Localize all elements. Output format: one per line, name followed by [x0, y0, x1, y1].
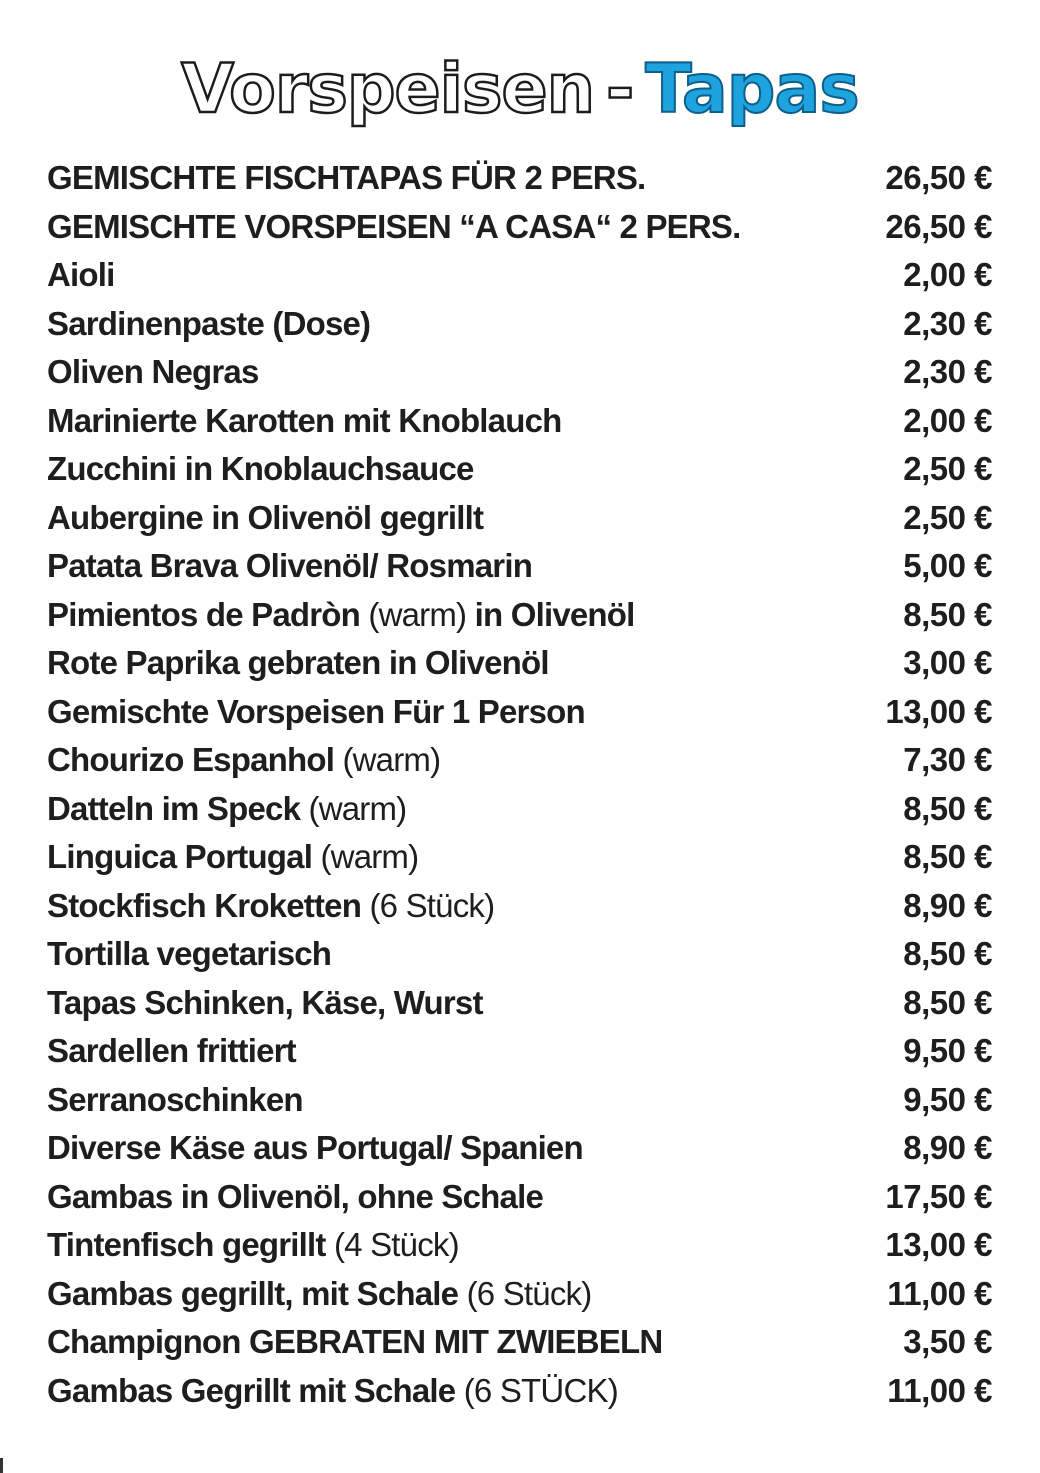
menu-item: [47, 348, 992, 397]
menu-item: [47, 1173, 992, 1222]
menu-item-description: [47, 494, 483, 542]
menu-item-description: [47, 251, 115, 299]
menu-item-name: Diverse Käse aus Portugal/ Spanien: [47, 1129, 583, 1166]
menu-item-price: 5,00 €: [903, 547, 992, 584]
menu-item-price: 11,00 €: [887, 1371, 992, 1409]
menu-item-name: Gemischte Vorspeisen Für 1 Person: [47, 692, 585, 730]
menu-item-description: [47, 1173, 543, 1221]
title-vorspeisen: Vorspeisen: [181, 50, 594, 129]
title-tapas: Tapas: [645, 50, 859, 129]
menu-item-description: [47, 1221, 459, 1269]
menu-item-description: [47, 1027, 296, 1075]
menu-item: [47, 397, 992, 446]
menu-item-price: 3,50 €: [903, 1323, 992, 1360]
page-title: [0, 52, 1040, 128]
menu-item-price: 8,50 €: [903, 595, 992, 633]
menu-item-name: Gambas Gegrillt mit Schale: [47, 1371, 456, 1409]
menu-item: [47, 591, 992, 640]
menu-item-price: 9,50 €: [903, 1032, 992, 1069]
menu-item-price: 11,00 €: [887, 1274, 992, 1312]
menu-item: [47, 494, 992, 543]
menu-item-price: 17,50 €: [885, 1177, 992, 1215]
menu-item-price: 8,50 €: [903, 838, 992, 875]
menu-item-note: (warm): [342, 741, 441, 778]
menu-list: [47, 154, 992, 1415]
menu-item: [47, 1124, 992, 1173]
menu-item-price: 26,50 €: [885, 207, 992, 245]
menu-item-description: [47, 1367, 618, 1415]
menu-item-name: Pimientos de Padròn: [47, 595, 361, 633]
menu-item-description: [47, 1270, 591, 1318]
menu-item-name: Patata Brava Olivenöl/ Rosmarin: [47, 547, 533, 584]
menu-item-description: [47, 930, 331, 978]
menu-item: [47, 688, 992, 737]
menu-item-price: 13,00 €: [885, 1226, 992, 1263]
menu-item-price: 2,50 €: [903, 498, 992, 536]
menu-item-price: 8,50 €: [903, 789, 992, 827]
menu-item: [47, 251, 992, 300]
menu-item-name: Datteln im Speck: [47, 789, 301, 827]
menu-item-name: Chourizo Espanhol: [47, 741, 335, 778]
menu-item-description: [47, 688, 585, 736]
menu-item-note: (6 STÜCK): [463, 1371, 618, 1409]
menu-item: [47, 639, 992, 688]
menu-item-description: [47, 1318, 662, 1366]
menu-item-description: [47, 542, 532, 590]
menu-item-name: Aubergine in Olivenöl gegrillt: [47, 498, 484, 536]
menu-item-name: Zucchini in Knoblauchsauce: [47, 450, 474, 487]
menu-item-price: 8,90 €: [903, 886, 992, 924]
menu-item: [47, 979, 992, 1028]
menu-item-description: [47, 300, 370, 348]
menu-item: [47, 542, 992, 591]
menu-item-price: 3,00 €: [903, 644, 992, 681]
menu-item-name: Tortilla vegetarisch: [47, 935, 332, 972]
menu-item-description: [47, 203, 740, 251]
menu-item-price: 2,00 €: [903, 401, 992, 439]
menu-item: [47, 736, 992, 785]
menu-item-name: Stockfisch Kroketten: [47, 886, 362, 924]
menu-item-price: 2,30 €: [903, 353, 992, 390]
menu-item-name: Tapas Schinken, Käse, Wurst: [47, 983, 483, 1021]
menu-item: [47, 1367, 992, 1416]
menu-item: [47, 1270, 992, 1319]
menu-item-name: Rote Paprika gebraten in Olivenöl: [47, 644, 549, 681]
menu-item-note: (6 Stück): [369, 886, 495, 924]
menu-item-price: 8,50 €: [903, 935, 992, 972]
menu-item: [47, 785, 992, 834]
menu-item: [47, 1076, 992, 1125]
menu-item-price: 2,00 €: [903, 256, 992, 293]
menu-item-name: Marinierte Karotten mit Knoblauch: [47, 401, 562, 439]
scan-edge-mark: [0, 1458, 3, 1473]
menu-item-name-suffix: in Olivenöl: [474, 595, 635, 633]
menu-item: [47, 930, 992, 979]
menu-item-name: Oliven Negras: [47, 353, 259, 390]
menu-item-name: GEMISCHTE VORSPEISEN “A CASA“ 2 PERS.: [47, 207, 741, 245]
menu-item-price: 9,50 €: [903, 1080, 992, 1118]
menu-item: [47, 1221, 992, 1270]
menu-item-note: (warm): [320, 838, 419, 875]
menu-item-name: GEMISCHTE FISCHTAPAS FÜR 2 PERS.: [47, 159, 646, 196]
menu-item-description: [47, 785, 406, 833]
menu-item-description: [47, 979, 483, 1027]
menu-item-note: (6 Stück): [466, 1274, 592, 1312]
menu-item-price: 2,30 €: [903, 304, 992, 342]
menu-item-description: [47, 591, 635, 639]
menu-item-description: [47, 348, 259, 396]
menu-item-description: [47, 445, 474, 493]
menu-item-price: 13,00 €: [885, 692, 992, 730]
menu-item-price: 8,90 €: [903, 1129, 992, 1166]
title-dash: -: [605, 50, 634, 129]
menu-item-price: 8,50 €: [903, 983, 992, 1021]
menu-item-description: [47, 397, 562, 445]
menu-item-name: Tintenfisch gegrillt: [47, 1226, 326, 1263]
menu-item-description: [47, 154, 645, 202]
menu-item: [47, 833, 992, 882]
menu-item-price: 26,50 €: [885, 159, 992, 196]
menu-item-name: Gambas in Olivenöl, ohne Schale: [47, 1177, 544, 1215]
menu-item-description: [47, 736, 440, 784]
menu-item-price: 7,30 €: [903, 741, 992, 778]
menu-item-note: (4 Stück): [333, 1226, 459, 1263]
menu-item-note: (warm): [308, 789, 407, 827]
menu-item: [47, 1318, 992, 1367]
menu-item: [47, 300, 992, 349]
menu-item-description: [47, 833, 418, 881]
menu-item-name: Champignon GEBRATEN MIT ZWIEBELN: [47, 1323, 663, 1360]
menu-item-name: Gambas gegrillt, mit Schale: [47, 1274, 459, 1312]
menu-item: [47, 1027, 992, 1076]
menu-item-note: (warm): [368, 595, 467, 633]
menu-item-description: [47, 1076, 303, 1124]
menu-item: [47, 154, 992, 203]
menu-item-description: [47, 1124, 583, 1172]
menu-item: [47, 882, 992, 931]
menu-item: [47, 203, 992, 252]
menu-item-description: [47, 882, 494, 930]
menu-item-name: Linguica Portugal: [47, 838, 313, 875]
menu-item-description: [47, 639, 549, 687]
menu-item: [47, 445, 992, 494]
menu-item-name: Aioli: [47, 256, 115, 293]
menu-item-name: Sardinenpaste (Dose): [47, 304, 371, 342]
menu-item-price: 2,50 €: [903, 450, 992, 487]
menu-item-name: Sardellen frittiert: [47, 1032, 296, 1069]
menu-item-name: Serranoschinken: [47, 1080, 303, 1118]
